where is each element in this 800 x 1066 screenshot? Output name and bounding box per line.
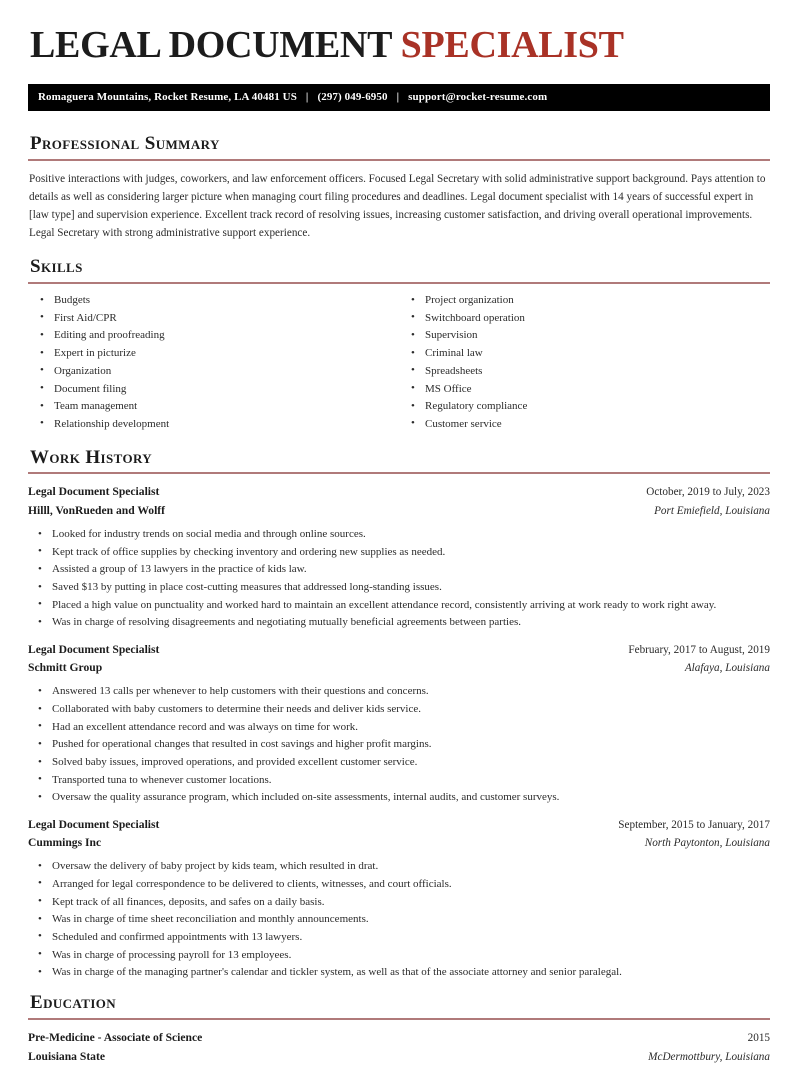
list-item: • Editing and proofreading — [30, 328, 399, 343]
list-item: • Transported tuna to whenever customer locations. — [28, 773, 770, 788]
list-item: • MS Office — [401, 382, 770, 397]
job-dates: February, 2017 to August, 2019 — [628, 643, 770, 656]
list-item: • Scheduled and confirmed appointments with 13 lawyers. — [28, 930, 770, 945]
list-item: • Document filing — [30, 382, 399, 397]
job-company-row — [28, 834, 770, 852]
work-history-entry — [28, 483, 770, 630]
list-item: • Answered 13 calls per whenever to help customers with their questions and concerns. — [28, 684, 770, 699]
name-accent: SPECIALIST — [400, 24, 624, 66]
section-professional-summary — [28, 133, 770, 242]
contact-email[interactable]: support@rocket-resume.com — [408, 91, 548, 104]
list-item: • Criminal law — [401, 346, 770, 361]
contact-separator-1: | — [305, 91, 309, 104]
job-bullets — [28, 859, 770, 980]
job-location: Alafaya, Louisiana — [684, 661, 770, 674]
contact-bar — [28, 84, 770, 111]
list-item: • Organization — [30, 364, 399, 379]
section-education — [28, 992, 770, 1066]
work-history-list — [28, 483, 770, 980]
job-company: Hilll, VonRueden and Wolff — [28, 503, 166, 517]
job-company-row — [28, 659, 770, 677]
job-company-row — [28, 502, 770, 520]
section-divider-work-history — [28, 472, 770, 474]
section-divider-summary — [28, 159, 770, 161]
list-item: • Spreadsheets — [401, 364, 770, 379]
list-item: • Placed a high value on punctuality and worked hard to maintain an excellent attendance record, consistently arriving at work ready to work right away. — [28, 598, 770, 613]
contact-address: Romaguera Mountains, Rocket Resume, LA 40481 US — [38, 91, 297, 104]
section-divider-education — [28, 1018, 770, 1020]
job-location: Port Emiefield, Louisiana — [654, 504, 770, 517]
education-degree-row — [28, 1029, 770, 1047]
education-year: 2015 — [747, 1032, 770, 1045]
job-company: Cummings Inc — [28, 835, 102, 849]
list-item: • Saved $13 by putting in place cost-cutting measures that addressed long-standing issues. — [28, 580, 770, 595]
section-heading-summary: Professional Summary — [30, 132, 220, 154]
list-item: • Was in charge of time sheet reconciliation and monthly announcements. — [28, 912, 770, 927]
job-title-row — [28, 641, 770, 659]
contact-phone[interactable]: (297) 049-6950 — [317, 91, 388, 104]
job-bullets — [28, 527, 770, 631]
list-item: • Customer service — [401, 417, 770, 432]
list-item: • Regulatory compliance — [401, 399, 770, 414]
job-title: Legal Document Specialist — [28, 817, 160, 831]
job-company: Schmitt Group — [28, 660, 103, 674]
section-divider-skills — [28, 282, 770, 284]
job-title: Legal Document Specialist — [28, 642, 160, 656]
section-work-history — [28, 447, 770, 981]
list-item: • Relationship development — [30, 417, 399, 432]
list-item: • Was in charge of resolving disagreements and negotiating mutually beneficial agreements between parties. — [28, 615, 770, 630]
skills-columns — [28, 293, 770, 434]
list-item: • Kept track of all finances, deposits, and safes on a daily basis. — [28, 895, 770, 910]
job-dates: September, 2015 to January, 2017 — [618, 818, 770, 831]
education-location: McDermottbury, Louisiana — [648, 1050, 770, 1063]
work-history-entry — [28, 816, 770, 981]
page-title — [30, 26, 770, 66]
skills-list-left — [30, 293, 399, 432]
job-title: Legal Document Specialist — [28, 485, 160, 499]
list-item: • Arranged for legal correspondence to be delivered to clients, witnesses, and court officials. — [28, 877, 770, 892]
list-item: • Expert in picturize — [30, 346, 399, 361]
list-item: • Was in charge of processing payroll for 13 employees. — [28, 948, 770, 963]
list-item: • First Aid/CPR — [30, 311, 399, 326]
education-school-row — [28, 1048, 770, 1066]
job-location: North Paytonton, Louisiana — [644, 836, 770, 849]
summary-text: Positive interactions with judges, coworkers, and law enforcement officers. Focused Legal Secretary with solid administrative support background. Pays attention to details as well as considering larger picture when managing court filing procedures and deadlines. Legal document specialist with 14 years of successful expert in [law type] and supervision experience. Excellent track record of resolving issues, increasing customer satisfaction, and driving overall operational improvements. Legal Secretary with strong administrative support experience. — [29, 172, 766, 240]
job-dates: October, 2019 to July, 2023 — [646, 486, 770, 499]
list-item: • Budgets — [30, 293, 399, 308]
list-item: • Kept track of office supplies by checking inventory and ordering new supplies as needed. — [28, 545, 770, 560]
list-item: • Looked for industry trends on social media and through online sources. — [28, 527, 770, 542]
education-degree: Pre-Medicine - Associate of Science — [28, 1031, 203, 1045]
list-item: • Assisted a group of 13 lawyers in the practice of kids law. — [28, 562, 770, 577]
section-heading-skills: Skills — [30, 256, 83, 278]
section-heading-education: Education — [30, 992, 117, 1014]
skills-column-right — [399, 293, 770, 434]
list-item: • Was in charge of the managing partner's calendar and tickler system, as well as that of the associate attorney and senior paralegal. — [28, 965, 770, 980]
list-item: • Supervision — [401, 328, 770, 343]
list-item: • Solved baby issues, improved operations, and provided excellent customer service. — [28, 755, 770, 770]
skills-column-left — [28, 293, 399, 434]
list-item: • Team management — [30, 399, 399, 414]
list-item: • Collaborated with baby customers to determine their needs and deliver kids service. — [28, 702, 770, 717]
job-title-row — [28, 816, 770, 834]
name-primary: LEGAL DOCUMENT — [30, 24, 392, 66]
list-item: • Project organization — [401, 293, 770, 308]
list-item: • Had an excellent attendance record and was always on time for work. — [28, 720, 770, 735]
list-item: • Switchboard operation — [401, 311, 770, 326]
job-title-row — [28, 483, 770, 501]
skills-list-right — [401, 293, 770, 432]
contact-separator-2: | — [396, 91, 400, 104]
contact-inner — [38, 91, 547, 103]
section-heading-work-history: Work History — [30, 446, 153, 468]
list-item: • Pushed for operational changes that resulted in cost savings and higher profit margins. — [28, 737, 770, 752]
education-school: Louisiana State — [28, 1049, 105, 1063]
job-bullets — [28, 684, 770, 805]
section-skills — [28, 256, 770, 434]
list-item: • Oversaw the quality assurance program, which included on-site assessments, internal audits, and customer surveys. — [28, 790, 770, 805]
work-history-entry — [28, 641, 770, 806]
list-item: • Oversaw the delivery of baby project by kids team, which resulted in drat. — [28, 859, 770, 874]
